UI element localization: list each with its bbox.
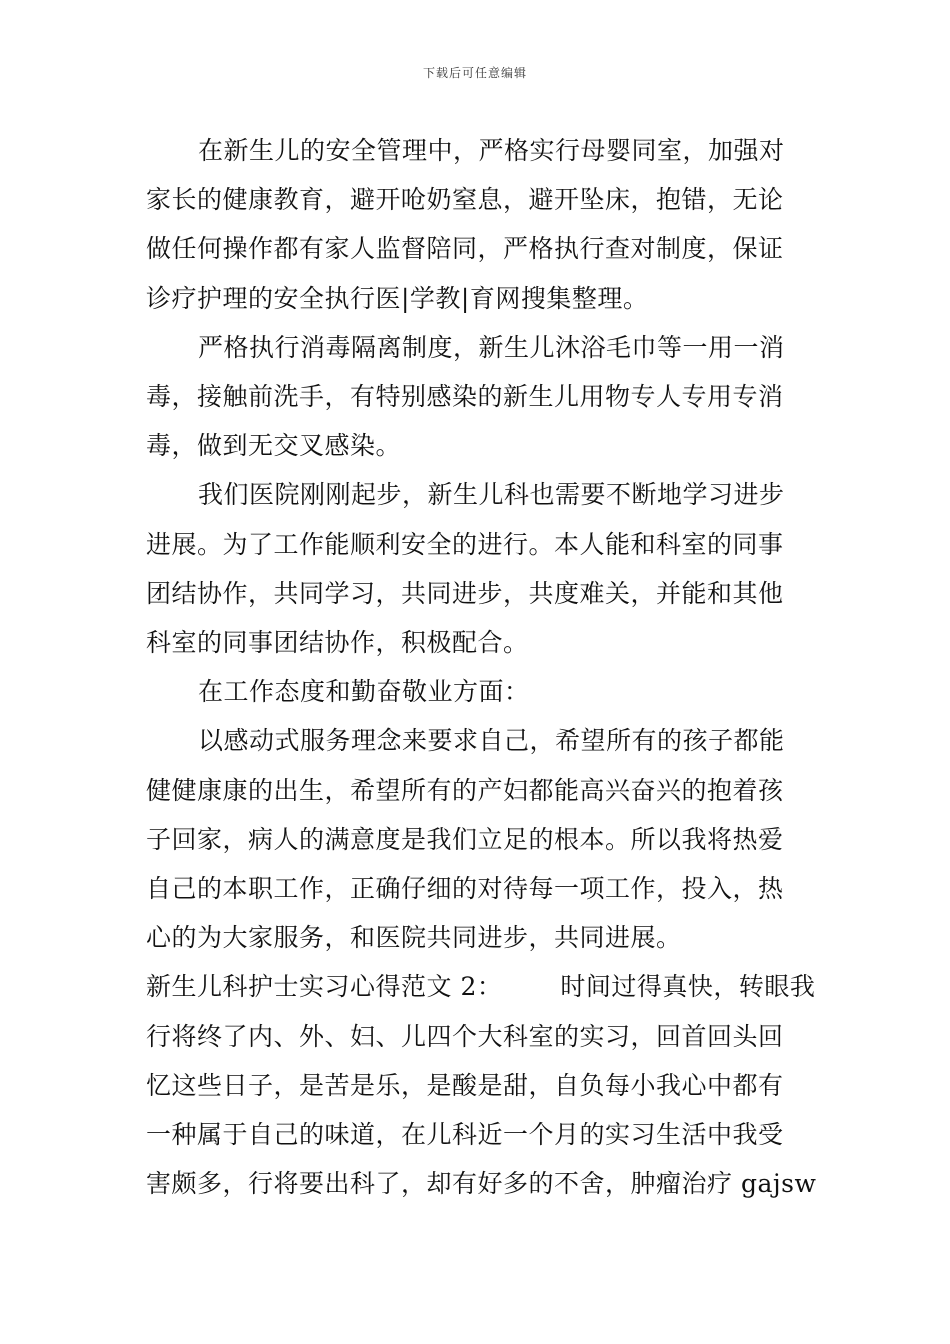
document-body bbox=[146, 126, 817, 1208]
paragraph-line: 忆这些日子，是苦是乐，是酸是甜，自负每小我心中都有 bbox=[146, 1070, 784, 1100]
paragraph-line: 我们医院刚刚起步，新生儿科也需要不断地学习进步 bbox=[198, 480, 785, 510]
paragraph-line: 自己的本职工作，正确仔细的对待每一项工作，投入，热 bbox=[146, 874, 784, 904]
paragraph-line: 家长的健康教育，避开呛奶窒息，避开坠床，抱错，无论 bbox=[146, 185, 784, 215]
paragraph-line: 做任何操作都有家人监督陪同，严格执行查对制度，保证 bbox=[146, 234, 784, 264]
paragraph-line: 毒，接触前洗手，有特别感染的新生儿用物专人专用专消 bbox=[146, 382, 784, 412]
paragraph-line: 在工作态度和勤奋敬业方面： bbox=[198, 677, 530, 707]
paragraph-line: 科室的同事团结协作，积极配合。 bbox=[146, 628, 529, 658]
paragraph-line: 以感动式服务理念来要求自己，希望所有的孩子都能 bbox=[198, 726, 785, 756]
paragraph-start: 时间过得真快，转眼我 bbox=[560, 972, 816, 1002]
paragraph-line: 子回家，病人的满意度是我们立足的根本。所以我将热爱 bbox=[146, 824, 784, 854]
paragraph-line: 害颇多，行将要出科了，却有好多的不舍，肿瘤治疗 gajsw bbox=[146, 1169, 817, 1199]
paragraph-line: 进展。为了工作能顺利安全的进行。本人能和科室的同事 bbox=[146, 529, 784, 559]
paragraph-line: 健健康康的出生，希望所有的产妇都能高兴奋兴的抱着孩 bbox=[146, 775, 784, 805]
section-title: 新生儿科护士实习心得范文 2： bbox=[146, 972, 503, 1002]
paragraph-line: 行将终了内、外、妇、儿四个大科室的实习，回首回头回 bbox=[146, 1021, 784, 1051]
paragraph-line: 毒，做到无交叉感染。 bbox=[146, 431, 402, 461]
paragraph-line: 心的为大家服务，和医院共同进步，共同进展。 bbox=[146, 923, 682, 953]
paragraph-line: 一种属于自己的味道，在儿科近一个月的实习生活中我受 bbox=[146, 1120, 784, 1150]
paragraph-line: 在新生儿的安全管理中，严格实行母婴同室，加强对 bbox=[198, 136, 785, 165]
page-header: 下载后可任意编辑 bbox=[422, 66, 527, 80]
paragraph-line: 严格执行消毒隔离制度，新生儿沐浴毛巾等一用一消 bbox=[198, 332, 785, 362]
paragraph-line: 团结协作，共同学习，共同进步，共度难关，并能和其他 bbox=[146, 578, 784, 608]
paragraph-line: 诊疗护理的安全执行医|学教|育网搜集整理。 bbox=[146, 283, 649, 313]
section-title-line bbox=[146, 962, 816, 1011]
